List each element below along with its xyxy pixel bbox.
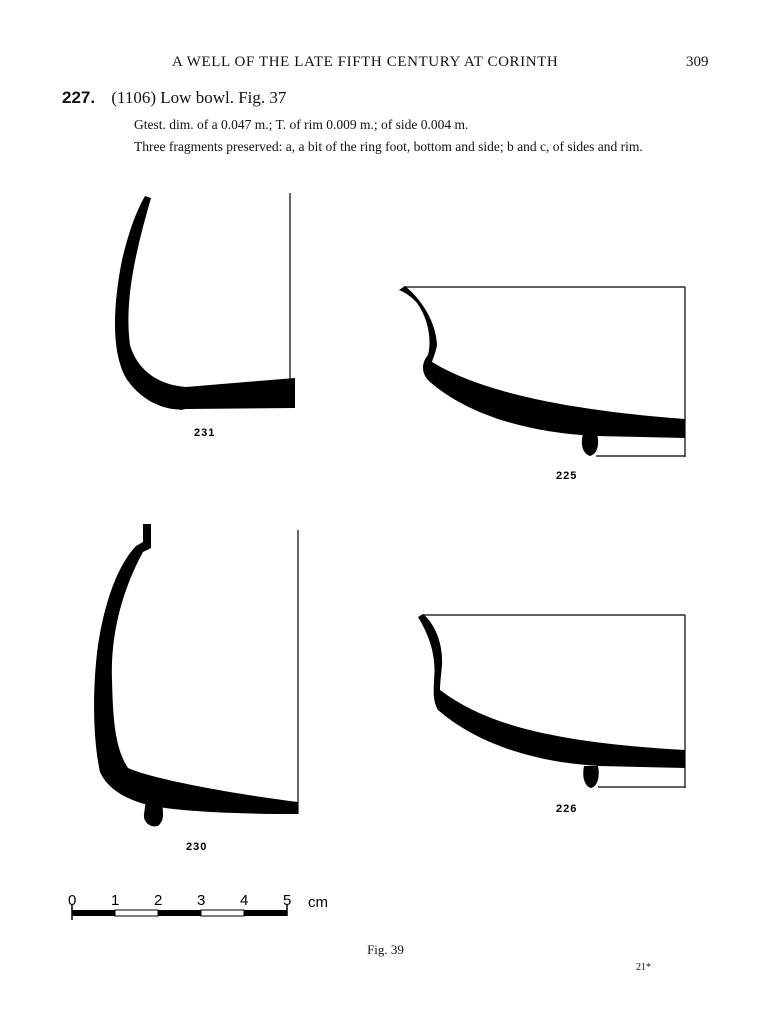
- profile-230-ring-foot: [144, 800, 163, 826]
- profile-226: [418, 614, 685, 815]
- profile-231: [115, 193, 295, 439]
- scale-tick-0: 0: [68, 892, 77, 909]
- entry-description: Three fragments preserved: a, a bit of the ring foot, bottom and side; b and c, of sides and rim.: [134, 139, 643, 154]
- scale-unit: cm: [308, 894, 328, 911]
- page-number: 309: [686, 54, 709, 70]
- scale-bar: [68, 892, 328, 920]
- profile-226-section: [418, 614, 685, 768]
- profile-label-230: 230: [186, 841, 208, 853]
- profile-label-226: 226: [556, 803, 578, 815]
- profile-label-225: 225: [556, 470, 578, 482]
- profile-230-section: [94, 524, 298, 814]
- profile-230: [94, 524, 298, 853]
- scale-tick-5: 5: [283, 892, 292, 909]
- profile-226-ring-foot: [583, 766, 598, 788]
- entry-number: 227.: [62, 88, 96, 107]
- running-title: A WELL OF THE LATE FIFTH CENTURY AT CORINTH: [172, 54, 559, 70]
- scale-tick-3: 3: [197, 892, 206, 909]
- scale-segment-3: [158, 910, 201, 916]
- entry-dimensions: Gtest. dim. of a 0.047 m.; T. of rim 0.009 m.; of side 0.004 m.: [134, 117, 469, 132]
- figure-caption-text: Fig. 39: [367, 942, 404, 957]
- profile-label-231: 231: [194, 427, 216, 439]
- scale-tick-2: 2: [154, 892, 163, 909]
- scale-segment-2: [115, 910, 158, 916]
- signature-mark: 21*: [636, 962, 651, 973]
- scale-segment-4: [201, 910, 244, 916]
- profile-231-section: [115, 196, 295, 409]
- profile-225-ring-foot: [582, 434, 598, 456]
- scale-segment-5: [244, 910, 287, 916]
- figure-caption: [0, 942, 775, 958]
- scale-tick-4: 4: [240, 892, 249, 909]
- scale-segment-1: [72, 910, 115, 916]
- scale-tick-1: 1: [111, 892, 120, 909]
- profile-225-section: [399, 286, 685, 438]
- profile-225: [399, 286, 685, 482]
- entry-title: (1106) Low bowl. Fig. 37: [111, 88, 287, 107]
